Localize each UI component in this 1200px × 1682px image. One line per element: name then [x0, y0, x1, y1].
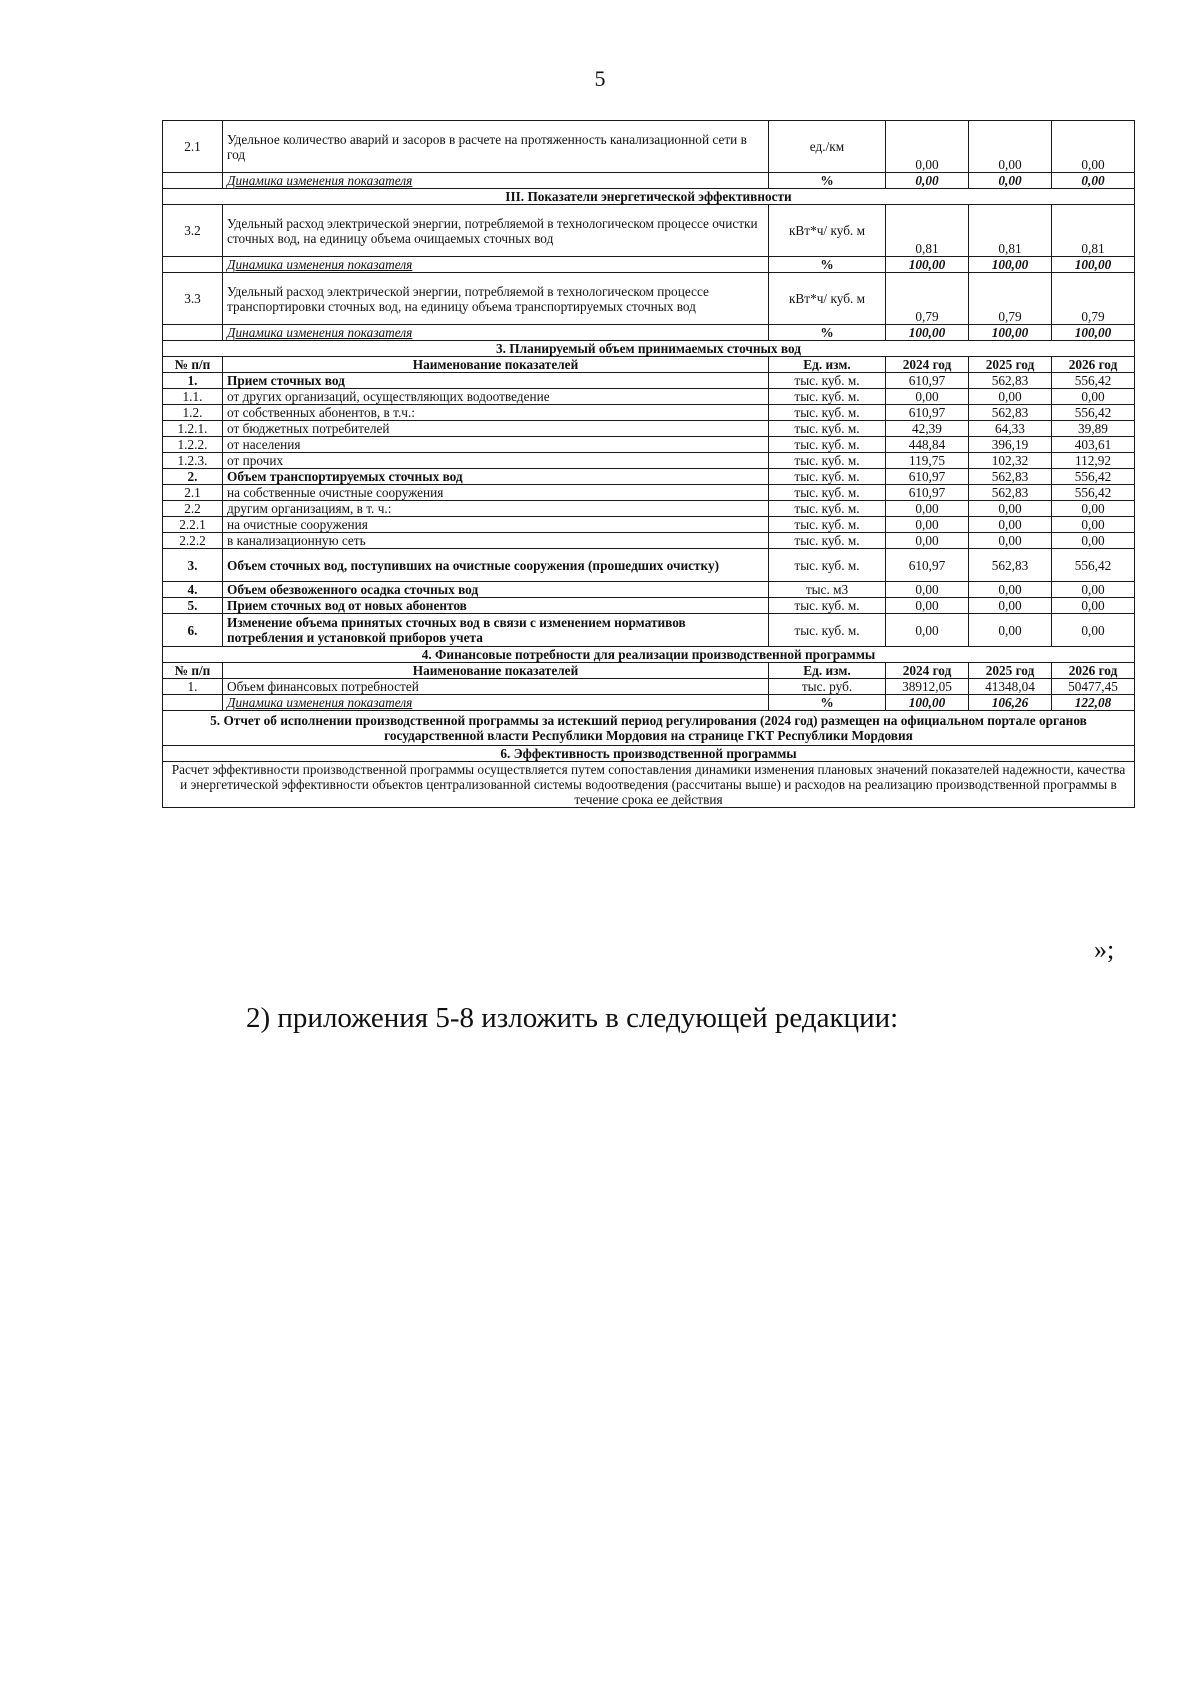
- row-number: 1.2.2.: [163, 437, 223, 453]
- value-2025: 562,83: [969, 373, 1052, 389]
- header-2026: 2026 год: [1052, 663, 1135, 679]
- row-number: 5.: [163, 598, 223, 614]
- section-title: 3. Планируемый объем принимаемых сточных вод: [163, 341, 1135, 357]
- row-number: 2.1: [163, 121, 223, 173]
- row-name: Объем финансовых потребностей: [223, 679, 769, 695]
- value-2026: 39,89: [1052, 421, 1135, 437]
- row-name: от собственных абонентов, в т.ч.:: [223, 405, 769, 421]
- table-row: [163, 121, 1135, 173]
- value-2024: 0,00: [886, 533, 969, 549]
- value-2025: 0,81: [969, 205, 1052, 257]
- value-2026: 556,42: [1052, 469, 1135, 485]
- value-2024: 610,97: [886, 405, 969, 421]
- value-2025: 0,00: [969, 582, 1052, 598]
- table-row: [163, 501, 1135, 517]
- value-2024: 0,00: [886, 501, 969, 517]
- table-row: [163, 679, 1135, 695]
- table-row: [163, 517, 1135, 533]
- value-2024: 448,84: [886, 437, 969, 453]
- row-number: 2.2.2: [163, 533, 223, 549]
- row-unit: тыс. куб. м.: [769, 533, 886, 549]
- row-name: Динамика изменения показателя: [223, 257, 769, 273]
- row-unit: %: [769, 695, 886, 711]
- value-2026: 0,79: [1052, 273, 1135, 325]
- row-name: Динамика изменения показателя: [223, 173, 769, 189]
- value-2024: 119,75: [886, 453, 969, 469]
- header-2025: 2025 год: [969, 663, 1052, 679]
- table-row: [163, 325, 1135, 341]
- value-2025: 100,00: [969, 325, 1052, 341]
- section-row: [163, 189, 1135, 205]
- section-row: [163, 762, 1135, 808]
- section-title: 4. Финансовые потребности для реализации производственной программы: [163, 647, 1135, 663]
- value-2024: 0,00: [886, 614, 969, 647]
- section-title: III. Показатели энергетической эффективности: [163, 189, 1135, 205]
- value-2026: 122,08: [1052, 695, 1135, 711]
- value-2024: 610,97: [886, 469, 969, 485]
- value-2026: 0,81: [1052, 205, 1135, 257]
- value-2025: 102,32: [969, 453, 1052, 469]
- header-unit: Ед. изм.: [769, 357, 886, 373]
- row-unit: тыс. куб. м.: [769, 453, 886, 469]
- row-name: Объем транспортируемых сточных вод: [223, 469, 769, 485]
- table-row: [163, 257, 1135, 273]
- row-name: от бюджетных потребителей: [223, 421, 769, 437]
- value-2024: 0,00: [886, 517, 969, 533]
- value-2024: 0,79: [886, 273, 969, 325]
- row-name: Удельное количество аварий и засоров в расчете на протяженность канализационной сети в год: [223, 121, 769, 173]
- table-row: [163, 485, 1135, 501]
- row-unit: тыс. куб. м.: [769, 549, 886, 582]
- value-2025: 100,00: [969, 257, 1052, 273]
- header-row: [163, 357, 1135, 373]
- value-2024: 42,39: [886, 421, 969, 437]
- header-2024: 2024 год: [886, 663, 969, 679]
- row-name: на очистные сооружения: [223, 517, 769, 533]
- value-2025: 0,00: [969, 533, 1052, 549]
- value-2026: 0,00: [1052, 598, 1135, 614]
- value-2024: 0,81: [886, 205, 969, 257]
- row-unit: ед./км: [769, 121, 886, 173]
- row-unit: тыс. куб. м.: [769, 614, 886, 647]
- value-2024: 100,00: [886, 695, 969, 711]
- value-2025: 562,83: [969, 469, 1052, 485]
- table-row: [163, 437, 1135, 453]
- table-row: [163, 405, 1135, 421]
- value-2024: 0,00: [886, 582, 969, 598]
- value-2026: 0,00: [1052, 533, 1135, 549]
- row-name: Прием сточных вод: [223, 373, 769, 389]
- row-name: от прочих: [223, 453, 769, 469]
- volume-rows: [163, 373, 1135, 647]
- header-2025: 2025 год: [969, 357, 1052, 373]
- row-unit: тыс. куб. м.: [769, 598, 886, 614]
- section-row: [163, 746, 1135, 762]
- section-row: [163, 647, 1135, 663]
- value-2026: 50477,45: [1052, 679, 1135, 695]
- section-title: 6. Эффективность производственной программы: [163, 746, 1135, 762]
- value-2025: 396,19: [969, 437, 1052, 453]
- value-2026: 403,61: [1052, 437, 1135, 453]
- row-number: 1.1.: [163, 389, 223, 405]
- value-2025: 64,33: [969, 421, 1052, 437]
- value-2024: 38912,05: [886, 679, 969, 695]
- value-2025: 0,00: [969, 173, 1052, 189]
- table-row: [163, 273, 1135, 325]
- row-number: 1.2.3.: [163, 453, 223, 469]
- value-2025: 0,00: [969, 517, 1052, 533]
- row-name: Изменение объема принятых сточных вод в связи с изменением нормативов потребления и установкой приборов учета: [223, 614, 769, 647]
- value-2026: 0,00: [1052, 501, 1135, 517]
- value-2025: 562,83: [969, 485, 1052, 501]
- value-2026: 0,00: [1052, 517, 1135, 533]
- table-row: [163, 582, 1135, 598]
- header-row: [163, 663, 1135, 679]
- value-2026: 0,00: [1052, 389, 1135, 405]
- row-unit: %: [769, 257, 886, 273]
- row-number: 2.2.1: [163, 517, 223, 533]
- header-no: № п/п: [163, 663, 223, 679]
- value-2025: 106,26: [969, 695, 1052, 711]
- row-unit: тыс. куб. м.: [769, 485, 886, 501]
- value-2026: 556,42: [1052, 549, 1135, 582]
- header-name: Наименование показателей: [223, 663, 769, 679]
- value-2026: 112,92: [1052, 453, 1135, 469]
- row-name: в канализационную сеть: [223, 533, 769, 549]
- value-2026: 100,00: [1052, 257, 1135, 273]
- header-2024: 2024 год: [886, 357, 969, 373]
- value-2025: 0,00: [969, 614, 1052, 647]
- value-2024: 610,97: [886, 549, 969, 582]
- table-row: [163, 205, 1135, 257]
- production-program-table: [162, 120, 1135, 808]
- header-unit: Ед. изм.: [769, 663, 886, 679]
- section-row: [163, 711, 1135, 746]
- table-row: [163, 549, 1135, 582]
- row-name: Динамика изменения показателя: [223, 695, 769, 711]
- row-number: 3.: [163, 549, 223, 582]
- table-row: [163, 389, 1135, 405]
- row-number: 1.2.1.: [163, 421, 223, 437]
- value-2024: 100,00: [886, 257, 969, 273]
- row-name: Объем сточных вод, поступивших на очистные сооружения (прошедших очистку): [223, 549, 769, 582]
- value-2024: 610,97: [886, 373, 969, 389]
- row-number: 1.: [163, 373, 223, 389]
- value-2024: 0,00: [886, 121, 969, 173]
- row-number: 3.3: [163, 273, 223, 325]
- value-2025: 562,83: [969, 405, 1052, 421]
- value-2026: 0,00: [1052, 582, 1135, 598]
- value-2026: 0,00: [1052, 173, 1135, 189]
- row-name: Объем обезвоженного осадка сточных вод: [223, 582, 769, 598]
- row-name: другим организациям, в т. ч.:: [223, 501, 769, 517]
- value-2025: 562,83: [969, 549, 1052, 582]
- value-2025: 0,00: [969, 501, 1052, 517]
- row-unit: тыс. куб. м.: [769, 373, 886, 389]
- value-2026: 100,00: [1052, 325, 1135, 341]
- table-row: [163, 373, 1135, 389]
- row-name: Удельный расход электрической энергии, потребляемой в технологическом процессе очистки сточных вод, на единицу объема очищаемых сточных вод: [223, 205, 769, 257]
- row-name: Удельный расход электрической энергии, потребляемой в технологическом процессе транспортировки сточных вод, на единицу объема транспортируемых сточных вод: [223, 273, 769, 325]
- value-2025: 0,00: [969, 121, 1052, 173]
- table-row: [163, 173, 1135, 189]
- page-number: 5: [594, 66, 606, 91]
- header-no: № п/п: [163, 357, 223, 373]
- value-2026: 556,42: [1052, 405, 1135, 421]
- row-unit: тыс. куб. м.: [769, 517, 886, 533]
- row-name: Прием сточных вод от новых абонентов: [223, 598, 769, 614]
- row-unit: тыс. м3: [769, 582, 886, 598]
- header-2026: 2026 год: [1052, 357, 1135, 373]
- row-unit: %: [769, 325, 886, 341]
- value-2025: 0,79: [969, 273, 1052, 325]
- row-unit: тыс. куб. м.: [769, 421, 886, 437]
- efficiency-text: Расчет эффективности производственной программы осуществляется путем сопоставления динамики изменения плановых значений показателей надежности, качества и энергетической эффективности объектов централизованной системы водоотведения (рассчитаны выше) и расходов на реализацию производственной программы в течение срока ее действия: [163, 762, 1135, 808]
- row-name: от населения: [223, 437, 769, 453]
- row-unit: тыс. куб. м.: [769, 469, 886, 485]
- row-unit: тыс. куб. м.: [769, 501, 886, 517]
- row-unit: тыс. куб. м.: [769, 389, 886, 405]
- row-number: 2.2: [163, 501, 223, 517]
- row-unit: %: [769, 173, 886, 189]
- header-name: Наименование показателей: [223, 357, 769, 373]
- row-number: 4.: [163, 582, 223, 598]
- row-unit: тыс. руб.: [769, 679, 886, 695]
- table-row: [163, 614, 1135, 647]
- value-2024: 0,00: [886, 173, 969, 189]
- row-unit: кВт*ч/ куб. м: [769, 273, 886, 325]
- value-2024: 0,00: [886, 389, 969, 405]
- section-row: [163, 341, 1135, 357]
- row-number: 1.: [163, 679, 223, 695]
- table-row: [163, 453, 1135, 469]
- row-number: 3.2: [163, 205, 223, 257]
- value-2025: 41348,04: [969, 679, 1052, 695]
- value-2026: 0,00: [1052, 614, 1135, 647]
- value-2024: 610,97: [886, 485, 969, 501]
- table-row: [163, 469, 1135, 485]
- row-number: 1.2.: [163, 405, 223, 421]
- table-row: [163, 695, 1135, 711]
- value-2024: 0,00: [886, 598, 969, 614]
- value-2024: 100,00: [886, 325, 969, 341]
- row-unit: тыс. куб. м.: [769, 405, 886, 421]
- table-row: [163, 421, 1135, 437]
- report-note: 5. Отчет об исполнении производственной программы за истекший период регулирования (2024 год) размещен на официальном портале органов государственной власти Республики Мордовия на странице ГКТ Республики Мордовия: [163, 711, 1135, 746]
- amendment-item-2: 2) приложения 5-8 изложить в следующей редакции:: [246, 1002, 899, 1034]
- row-unit: тыс. куб. м.: [769, 437, 886, 453]
- row-number: 2.: [163, 469, 223, 485]
- closing-quote: »;: [1094, 935, 1115, 964]
- value-2026: 556,42: [1052, 485, 1135, 501]
- row-number: 2.1: [163, 485, 223, 501]
- row-name: на собственные очистные сооружения: [223, 485, 769, 501]
- table-row: [163, 533, 1135, 549]
- row-unit: кВт*ч/ куб. м: [769, 205, 886, 257]
- row-number: 6.: [163, 614, 223, 647]
- row-name: Динамика изменения показателя: [223, 325, 769, 341]
- value-2025: 0,00: [969, 389, 1052, 405]
- value-2025: 0,00: [969, 598, 1052, 614]
- row-name: от других организаций, осуществляющих водоотведение: [223, 389, 769, 405]
- value-2026: 556,42: [1052, 373, 1135, 389]
- value-2026: 0,00: [1052, 121, 1135, 173]
- table-row: [163, 598, 1135, 614]
